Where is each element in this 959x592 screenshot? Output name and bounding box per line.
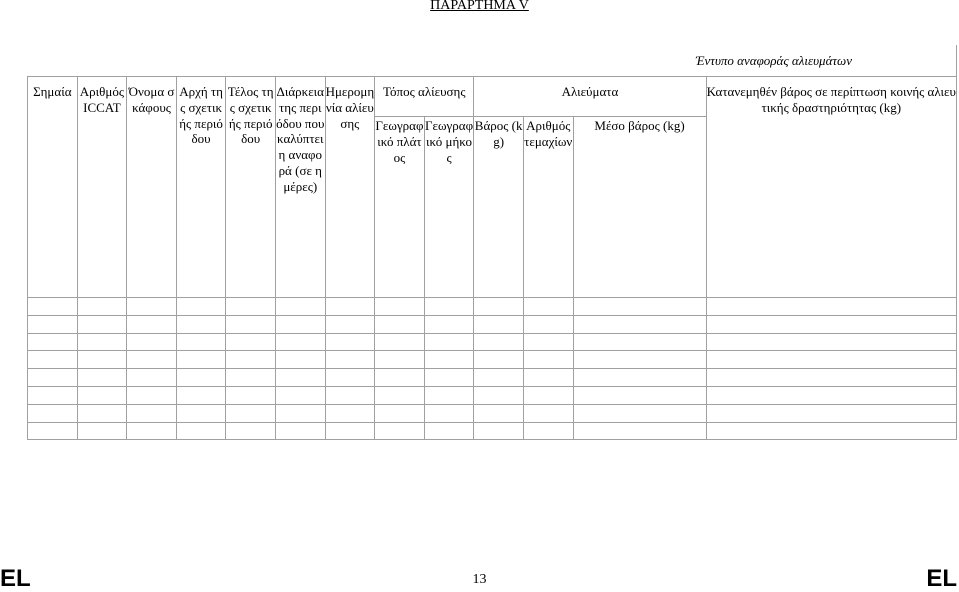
header-iccat-number: Αριθμός ICCAT [77, 77, 127, 298]
footer-language-left: EL [0, 565, 31, 592]
catch-report-table-wrapper [27, 45, 957, 440]
table-row [28, 333, 957, 351]
header-period-end: Τέλος της σχετικής περιόδου [226, 77, 276, 298]
table-row [28, 422, 957, 440]
table-row [28, 298, 957, 316]
footer-language-right: EL [926, 565, 957, 592]
page-number: 13 [472, 572, 487, 587]
header-vessel-name: Όνομα σκάφους [127, 77, 177, 298]
table-row [28, 404, 957, 422]
header-period-duration: Διάρκεια της περιόδου που καλύπτει η αναφορά (σε ημέρες) [275, 77, 325, 298]
header-pieces: Αριθμός τεμαχίων [523, 117, 573, 298]
header-weight: Βάρος (kg) [474, 117, 524, 298]
header-catches: Αλιεύματα [474, 77, 706, 117]
header-period-start: Αρχή της σχετικής περιόδου [176, 77, 226, 298]
header-catch-date: Ημερομηνία αλίευσης [325, 77, 375, 298]
table-row [28, 315, 957, 333]
table-caption: Έντυπο αναφοράς αλιευμάτων [28, 45, 957, 77]
header-average-weight: Μέσο βάρος (kg) [573, 117, 706, 298]
header-allocated-weight: Κατανεμηθέν βάρος σε περίπτωση κοινής αλιευτικής δραστηριότητας (kg) [706, 77, 956, 298]
page-title: ΠΑΡΑΡΤΗΜΑ V [430, 0, 529, 13]
table-row [28, 369, 957, 387]
header-latitude: Γεωγραφικό πλάτος [375, 117, 425, 298]
header-flag: Σημαία [28, 77, 78, 298]
header-longitude: Γεωγραφικό μήκος [424, 117, 474, 298]
catch-report-table [27, 45, 957, 440]
table-row [28, 386, 957, 404]
header-catch-location: Τόπος αλίευσης [375, 77, 474, 117]
table-row [28, 351, 957, 369]
